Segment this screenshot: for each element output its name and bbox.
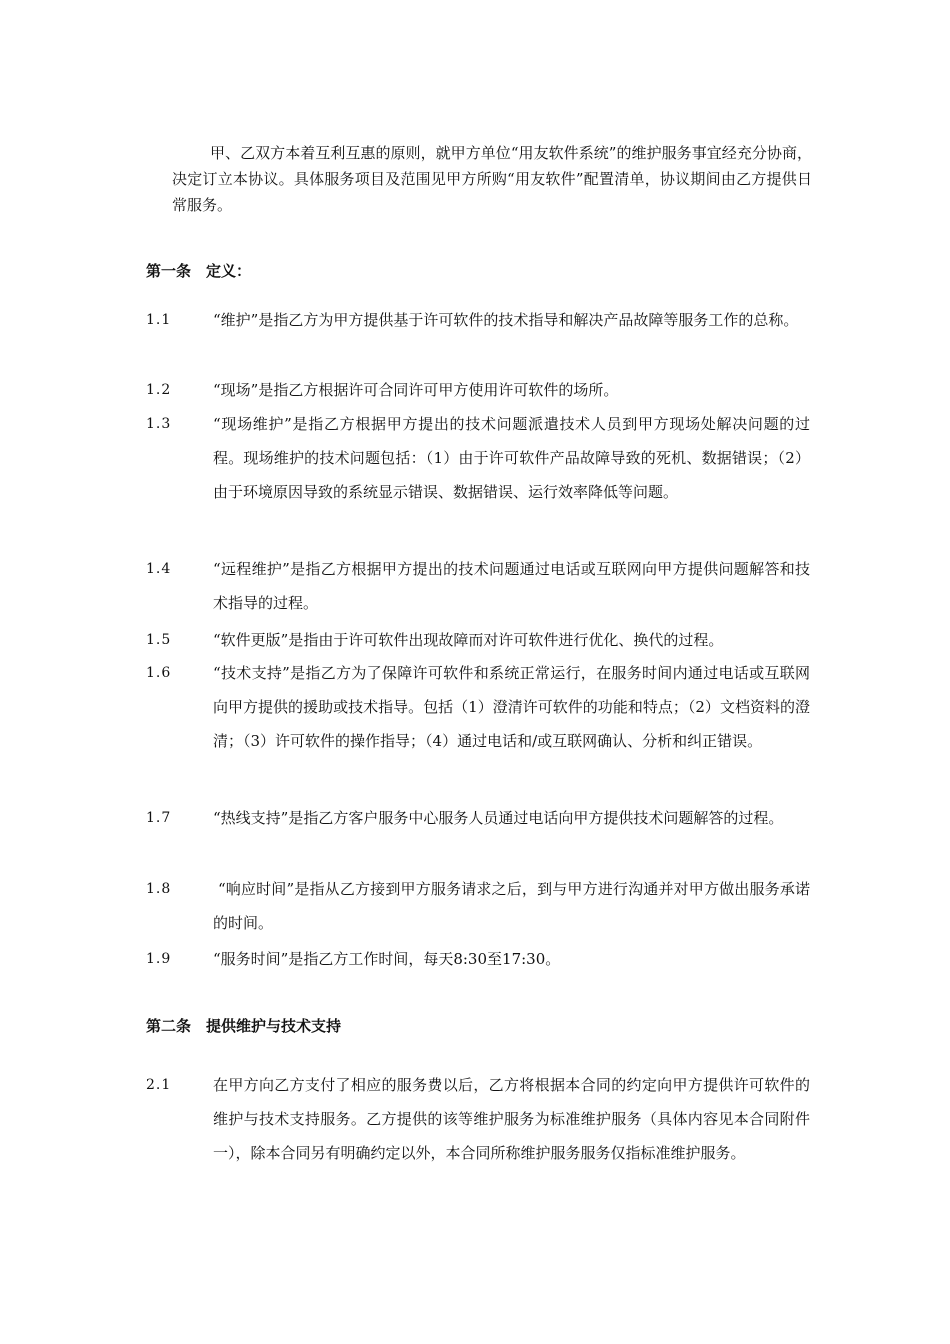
clause-1-5 [146,623,810,657]
intro-paragraph: 甲、乙双方本着互利互惠的原则，就甲方单位“用友软件系统”的维护服务事宜经充分协商，决定订立本协议。具体服务项目及范围见甲方所购“用友软件”配置清单，协议期间由乙方提供日常服务。 [172,144,812,214]
clause-text: “远程维护”是指乙方根据甲方提出的技术问题通过电话或互联网向甲方提供问题解答和技术指导的过程。 [213,560,810,612]
clause-number: 1.8 [146,881,172,897]
clause-text: “服务时间”是指乙方工作时间，每天8:30至17:30。 [213,950,561,968]
clause-number: 1.9 [146,951,172,967]
article-1-heading: 第一条 定义： [146,262,252,280]
clause-1-9 [146,942,810,976]
clause-text: “技术支持”是指乙方为了保障许可软件和系统正常运行，在服务时间内通过电话或互联网向甲方提供的援助或技术指导。包括（1）澄清许可软件的功能和特点；（2）文档资料的澄清；（3）许可软件的操作指导；（4）通过电话和/或互联网确认、分析和纠正错误。 [213,664,810,750]
clause-number: 1.7 [146,810,172,826]
clause-number: 1.2 [146,382,172,398]
clause-text: “响应时间”是指从乙方接到甲方服务请求之后，到与甲方进行沟通并对甲方做出服务承诺的时间。 [213,880,810,932]
clause-number: 1.4 [146,561,172,577]
clause-1-8 [146,872,810,940]
clause-text: “软件更版”是指由于许可软件出现故障而对许可软件进行优化、换代的过程。 [213,631,724,649]
clause-1-6 [146,656,810,758]
clause-1-4 [146,552,810,620]
clause-text: “现场”是指乙方根据许可合同许可甲方使用许可软件的场所。 [213,381,619,399]
clause-text: “维护”是指乙方为甲方提供基于许可软件的技术指导和解决产品故障等服务工作的总称。 [213,311,799,329]
clause-2-1 [146,1068,810,1170]
clause-number: 1.5 [146,632,172,648]
clause-number: 2.1 [146,1077,172,1093]
clause-1-2 [146,373,810,407]
clause-1-7 [146,801,810,835]
clause-text: “热线支持”是指乙方客户服务中心服务人员通过电话向甲方提供技术问题解答的过程。 [213,809,784,827]
clause-number: 1.3 [146,416,172,432]
clause-number: 1.1 [146,312,172,328]
clause-1-3 [146,407,810,509]
clause-1-1 [146,303,810,337]
article-2-heading: 第二条 提供维护与技术支持 [146,1017,342,1035]
clause-text: 在甲方向乙方支付了相应的服务费以后，乙方将根据本合同的约定向甲方提供许可软件的维护与技术支持服务。乙方提供的该等维护服务为标准维护服务（具体内容见本合同附件一），除本合同另有明确约定以外，本合同所称维护服务服务仅指标准维护服务。 [213,1076,810,1162]
clause-text: “现场维护”是指乙方根据甲方提出的技术问题派遣技术人员到甲方现场处解决问题的过程。现场维护的技术问题包括：（1）由于许可软件产品故障导致的死机、数据错误；（2）由于环境原因导致的系统显示错误、数据错误、运行效率降低等问题。 [213,415,810,501]
clause-number: 1.6 [146,665,172,681]
